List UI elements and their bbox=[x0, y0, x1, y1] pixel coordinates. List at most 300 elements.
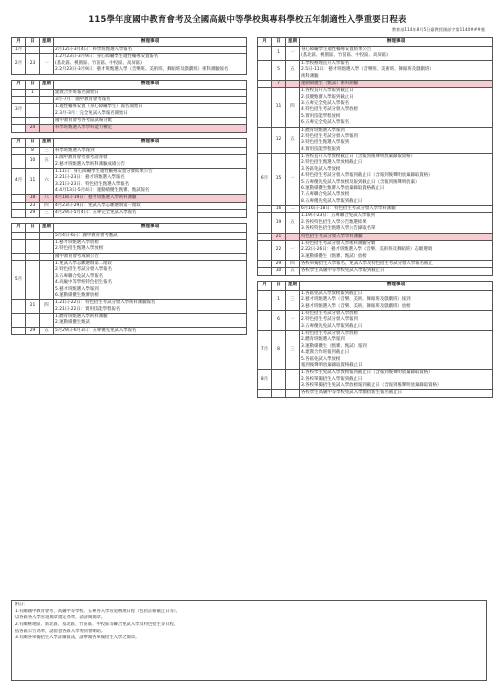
schedule-row bbox=[258, 213, 493, 233]
event-line: 6.運動績優生甄審入學放棄錄取資格截止日 bbox=[301, 185, 385, 191]
weekday-cell: 三 bbox=[40, 210, 54, 217]
schedule-row bbox=[12, 125, 247, 132]
month-cell: 3月 bbox=[12, 104, 26, 118]
month-cell bbox=[12, 96, 26, 103]
event-cell bbox=[54, 314, 247, 328]
day-cell bbox=[26, 96, 40, 103]
event-line: (基北區、桃園區、竹苗區、中投區、高屏區) bbox=[301, 53, 388, 59]
event-line: 1.各校直升入學報到截止日 bbox=[301, 88, 354, 94]
event-cell bbox=[300, 240, 493, 260]
schedule-row bbox=[258, 370, 493, 390]
left-block bbox=[11, 37, 247, 75]
event-line: 國中教育會考各考區試場分配 bbox=[55, 118, 113, 123]
month-cell bbox=[258, 233, 272, 240]
event-cell bbox=[300, 370, 493, 390]
event-line: 2.5日-11日：藝才班甄選入學（音樂班、美術班、舞蹈班及戲劇班） bbox=[301, 67, 434, 73]
event-line: 2.特色招生考試分發入學報到 bbox=[301, 133, 358, 139]
month-cell bbox=[12, 314, 26, 328]
event-cell bbox=[300, 213, 493, 233]
event-cell bbox=[300, 88, 493, 127]
header-weekday: 星期 bbox=[40, 138, 54, 147]
day-cell bbox=[26, 261, 40, 300]
month-cell bbox=[258, 206, 272, 213]
weekday-cell: 三 bbox=[40, 147, 54, 154]
weekday-cell: 五 bbox=[286, 60, 300, 80]
event-cell bbox=[300, 268, 493, 275]
weekday-cell: 一 bbox=[286, 154, 300, 206]
weekday-cell: 四 bbox=[286, 261, 300, 268]
event-line: 2月12日-3月4日：科學班甄選入學報名 bbox=[55, 47, 133, 52]
day-cell bbox=[26, 239, 40, 253]
weekday-cell bbox=[40, 89, 54, 96]
weekday-cell: 三 bbox=[286, 331, 300, 370]
schedule-row bbox=[12, 253, 247, 260]
month-cell bbox=[258, 127, 272, 154]
day-cell bbox=[272, 390, 286, 397]
event-line: 7.五專聯合免試入學放榜 bbox=[301, 192, 350, 198]
weekday-cell: 六 bbox=[40, 168, 54, 195]
event-line: 3.各校特色招生甄選入學公告錄取名單 bbox=[301, 226, 376, 232]
weekday-cell: 一 bbox=[286, 240, 300, 260]
event-line: 1.體育班甄選入學報到 bbox=[301, 127, 345, 133]
left-block bbox=[11, 223, 247, 336]
event-cell bbox=[300, 47, 493, 61]
header-event: 辦理事項 bbox=[54, 38, 247, 47]
event-line: 3.運動績優生（甄審、甄試）放榜 bbox=[301, 253, 367, 259]
header-day: 日 bbox=[26, 138, 40, 147]
event-cell bbox=[54, 168, 247, 195]
event-cell bbox=[54, 195, 247, 202]
right-column bbox=[257, 37, 493, 403]
day-cell bbox=[26, 47, 40, 54]
event-line: 3.五專優先免試入學報到截止日 bbox=[301, 323, 363, 329]
weekday-cell: 六 bbox=[40, 195, 54, 202]
schedule-row bbox=[12, 239, 247, 253]
event-line: 1.體育班甄選入學術科測驗 bbox=[55, 314, 108, 319]
event-line: 1.各區免試入學放榜報到截止日 bbox=[301, 290, 363, 296]
header-day: 日 bbox=[272, 281, 286, 290]
event-line: 3.各區免試入學放榜 bbox=[301, 166, 341, 172]
event-line: 5.實用技能學程放榜 bbox=[301, 113, 341, 119]
header-weekday: 星期 bbox=[40, 223, 54, 232]
schedule-row bbox=[12, 327, 247, 334]
schedule-row bbox=[258, 331, 493, 370]
day-cell: 8 bbox=[26, 147, 40, 154]
day-cell: 21 bbox=[26, 300, 40, 314]
event-line: 4.4月13日-5月4日：運動績優生甄審、甄試報名 bbox=[55, 188, 150, 193]
event-line: 1.免試入學志願選填第二階段 bbox=[55, 261, 112, 266]
event-line: 2.3月-3月：完全免試入學報名開始日 bbox=[55, 110, 128, 116]
header-event: 辦理事項 bbox=[300, 281, 493, 290]
event-cell bbox=[300, 261, 493, 268]
day-cell: 23 bbox=[26, 202, 40, 209]
schedule-row bbox=[12, 261, 247, 300]
schedule-row bbox=[258, 47, 493, 61]
event-cell bbox=[300, 290, 493, 310]
weekday-cell bbox=[286, 233, 300, 240]
weekday-cell: 四 bbox=[286, 88, 300, 127]
schedule-row bbox=[258, 154, 493, 206]
month-cell bbox=[258, 213, 272, 233]
weekday-cell: 五 bbox=[40, 327, 54, 334]
document-number: 教育部114年8月5日臺教授國部字第1140###號 bbox=[391, 27, 485, 32]
event-line: 3.各校單獨招生免試入學放榜報到截止日（含報到後聲明放棄錄取資格） bbox=[301, 383, 442, 388]
event-cell bbox=[300, 233, 493, 240]
month-cell bbox=[258, 240, 272, 260]
event-cell bbox=[54, 232, 247, 239]
schedule-row bbox=[12, 96, 247, 103]
day-cell: 11 bbox=[272, 88, 286, 127]
event-cell bbox=[54, 125, 247, 132]
event-line: 1.特色招生考試分發入學術科測驗分數 bbox=[301, 240, 376, 246]
day-cell: 22 bbox=[272, 240, 286, 260]
event-line: 3.特色招生甄選入學報到 bbox=[301, 140, 350, 146]
event-line: 1.2月23日-3月9日：身心障礙學生適性輔導安置報名 bbox=[55, 54, 159, 60]
notes-box bbox=[11, 600, 487, 681]
schedule-row bbox=[258, 88, 493, 127]
day-cell bbox=[272, 370, 286, 390]
event-line: 各校學生高級中等學校免試入學續招新生報名截止日 bbox=[301, 390, 402, 396]
header-event: 辦理事項 bbox=[54, 80, 247, 89]
document-title: 115學年度國中教育會考及全國高級中等學校與專科學校五年制適性入學重要日程表 bbox=[88, 14, 407, 24]
event-line: 4.特色招生考試分發入學報到截止日（含報到後聲明放棄錄取資格） bbox=[301, 173, 433, 179]
event-line: 2.技優甄審入學報到截止日 bbox=[301, 94, 354, 100]
schedule-row bbox=[258, 233, 493, 240]
event-line: 運動績優生（甄試）術科測驗 bbox=[301, 80, 359, 86]
month-cell: 5月 bbox=[12, 261, 26, 300]
month-cell: 6月 bbox=[258, 154, 272, 206]
event-line: 3.運動績優生（甄審、甄試）報到 bbox=[301, 343, 367, 349]
weekday-cell bbox=[40, 47, 54, 54]
event-line: 5.藝才班甄選入學報到 bbox=[55, 286, 99, 292]
event-cell bbox=[54, 261, 247, 300]
header-row bbox=[12, 223, 247, 232]
header-weekday: 星期 bbox=[286, 38, 300, 47]
event-line: (基北區、桃園區、竹苗區、中投區、高屏區) bbox=[55, 60, 142, 66]
month-cell: 4月 bbox=[12, 168, 26, 195]
day-cell: 16 bbox=[272, 206, 286, 213]
month-cell bbox=[12, 327, 26, 334]
month-cell bbox=[12, 239, 26, 253]
day-cell: 8 bbox=[272, 331, 286, 370]
month-cell bbox=[258, 268, 272, 275]
month-cell bbox=[12, 118, 26, 125]
day-cell: 21 bbox=[272, 233, 286, 240]
day-cell bbox=[26, 104, 40, 118]
schedule-row bbox=[258, 60, 493, 80]
weekday-cell bbox=[286, 390, 300, 397]
event-line: 1.適性輔導安置（身心障礙學生）報名開始日 bbox=[55, 104, 143, 110]
event-line: 4.實用技能學程報到 bbox=[301, 146, 341, 152]
event-line: 2.體育班甄選入學報到 bbox=[301, 337, 345, 343]
month-cell bbox=[12, 195, 26, 202]
header-day: 日 bbox=[26, 38, 40, 47]
weekday-cell: 一 bbox=[286, 47, 300, 61]
day-cell bbox=[26, 253, 40, 260]
event-cell bbox=[300, 206, 493, 213]
event-cell bbox=[54, 96, 247, 103]
event-line: 2.各校單獨招生入學報到截止日 bbox=[301, 376, 363, 382]
schedule-row bbox=[12, 202, 247, 209]
month-cell bbox=[12, 202, 26, 209]
header-day: 日 bbox=[272, 38, 286, 47]
schedule-row bbox=[12, 210, 247, 217]
weekday-cell bbox=[40, 96, 54, 103]
event-line: 1.21日-22日：特色招生考試分發入學術科測驗報名 bbox=[55, 300, 156, 306]
weekday-cell bbox=[286, 370, 300, 390]
header-row bbox=[258, 38, 493, 47]
event-line: 3.21日-23日：特色招生甄選入學報名 bbox=[55, 181, 130, 187]
event-cell bbox=[54, 210, 247, 217]
header-row bbox=[12, 38, 247, 47]
header-month: 月 bbox=[12, 223, 26, 232]
month-cell bbox=[12, 89, 26, 96]
header-weekday: 星期 bbox=[40, 80, 54, 89]
event-line: 4月18日-19日：藝才班甄選入學術科測驗 bbox=[55, 195, 137, 201]
event-cell bbox=[300, 331, 493, 370]
weekday-cell bbox=[40, 104, 54, 118]
event-line: 1.藝才班甄選入學放榜 bbox=[55, 239, 99, 245]
day-cell: 19 bbox=[272, 213, 286, 233]
event-line: 6.五專完全免試入學報名 bbox=[301, 120, 350, 126]
event-line: 2.各校特色招生入學公告甄選結果 bbox=[301, 219, 367, 225]
day-cell: 5 bbox=[272, 60, 286, 80]
schedule-row bbox=[12, 314, 247, 328]
weekday-cell: 四 bbox=[40, 300, 54, 314]
event-line: 4.建教合作班報到截止日 bbox=[301, 350, 350, 356]
event-line: 建教合作班報名開始日 bbox=[55, 89, 99, 95]
event-line: 1.19日-23日：五專聯合免試入學報到 bbox=[301, 213, 376, 219]
event-line: 1.學校辦理直升入學報名 bbox=[301, 60, 350, 66]
header-month: 月 bbox=[12, 80, 26, 89]
weekday-cell: 一 bbox=[286, 310, 300, 330]
day-cell: 1 bbox=[26, 89, 40, 96]
schedule-row bbox=[12, 54, 247, 74]
note-line: 以各區各入學管道簡章規定為準，請詳閱簡章。 bbox=[15, 615, 106, 621]
month-cell bbox=[258, 390, 272, 397]
header-month: 月 bbox=[12, 38, 26, 47]
month-cell bbox=[258, 80, 272, 87]
month-cell bbox=[258, 310, 272, 330]
event-line: 科學班甄選入學報到 bbox=[55, 147, 95, 153]
header-event: 辦理事項 bbox=[54, 138, 247, 147]
month-cell: 1月 bbox=[12, 47, 26, 54]
event-line: 3.五專完全免試入學報名 bbox=[301, 101, 350, 106]
event-cell bbox=[54, 147, 247, 154]
event-cell bbox=[300, 80, 493, 87]
event-line: 1.各校直升入學放榜截止日（含報到後聲明放棄錄取資格） bbox=[301, 154, 415, 159]
schedule-row bbox=[12, 195, 247, 202]
event-line: 5月29日-6月3日：五專優先免試入學報名 bbox=[55, 327, 137, 333]
day-cell bbox=[26, 118, 40, 125]
schedule-row bbox=[258, 240, 493, 260]
event-line: 2.藝才班甄選入學（音樂、美術、舞蹈班及戲劇班）報到 bbox=[301, 297, 411, 303]
month-cell: 2月 bbox=[12, 54, 26, 74]
event-cell bbox=[54, 202, 247, 209]
event-line: 特色招生考試分發入學學科測驗 bbox=[301, 233, 363, 239]
event-line: 6.運動績優生甄審放榜 bbox=[55, 292, 99, 298]
weekday-cell: 五 bbox=[286, 268, 300, 275]
event-cell bbox=[54, 118, 247, 125]
event-line: 4.高級中等學校特色招生報名 bbox=[55, 280, 112, 286]
month-cell bbox=[12, 210, 26, 217]
header-weekday: 星期 bbox=[286, 281, 300, 290]
month-cell bbox=[12, 253, 26, 260]
header-row bbox=[12, 138, 247, 147]
event-line: 2.21日-22日：實用技能學程報名 bbox=[55, 306, 121, 312]
note-line: 2.有關桃連區、新北區、基北區、竹苗區、中投區等聯合免試入學及特色招生等日程， bbox=[15, 621, 179, 627]
event-line: 2.特色招生甄選入學放榜 bbox=[55, 246, 104, 252]
event-cell bbox=[300, 310, 493, 330]
month-cell bbox=[258, 60, 272, 80]
event-cell bbox=[54, 253, 247, 260]
day-cell: 1 bbox=[272, 47, 286, 61]
schedule-row bbox=[12, 155, 247, 169]
weekday-cell bbox=[40, 239, 54, 253]
weekday-cell: 三 bbox=[286, 290, 300, 310]
schedule-row bbox=[12, 118, 247, 125]
event-cell bbox=[54, 239, 247, 253]
header-day: 日 bbox=[26, 80, 40, 89]
day-cell: 1 bbox=[272, 290, 286, 310]
day-cell bbox=[26, 232, 40, 239]
header-row bbox=[258, 281, 493, 290]
event-line: 國中教育會考成績公告 bbox=[55, 253, 99, 259]
event-cell bbox=[54, 155, 247, 169]
header-month: 月 bbox=[258, 281, 272, 290]
event-line: 6月16日-18日：特色招生考試分發入學學科測驗 bbox=[301, 206, 396, 211]
weekday-cell: 五 bbox=[40, 155, 54, 169]
event-cell bbox=[54, 54, 247, 74]
event-line: 1.國中教育會考准考證寄發 bbox=[55, 155, 108, 161]
day-cell: 29 bbox=[26, 327, 40, 334]
event-line: 術科測驗 bbox=[301, 73, 319, 79]
day-cell bbox=[26, 314, 40, 328]
day-cell: 15 bbox=[272, 154, 286, 206]
day-cell: 23 bbox=[26, 54, 40, 74]
event-line: 身心障礙學生適性輔導安置結果公告 bbox=[301, 47, 372, 52]
month-cell bbox=[12, 147, 26, 154]
header-weekday: 星期 bbox=[40, 38, 54, 47]
notes-title: 附註： bbox=[15, 602, 28, 607]
month-cell: 7月 bbox=[258, 331, 272, 370]
header-event: 辦理事項 bbox=[300, 38, 493, 47]
schedule-row bbox=[258, 206, 493, 213]
event-line: 3.藝才班甄選入學（音樂、美術、舞蹈班及戲劇班）放榜 bbox=[301, 303, 411, 309]
event-cell bbox=[54, 300, 247, 314]
event-line: 報到後聲明放棄錄取資格截止日 bbox=[301, 362, 363, 368]
note-line: 依各區公告為準，請留意各區入學委員會網站。 bbox=[15, 628, 106, 634]
weekday-cell bbox=[40, 253, 54, 260]
schedule-row bbox=[258, 261, 493, 268]
event-cell bbox=[300, 390, 493, 397]
day-cell: 30 bbox=[272, 268, 286, 275]
month-cell bbox=[258, 88, 272, 127]
schedule-row bbox=[258, 127, 493, 154]
event-line: 4月29日-5月4日：五專完全免試入學報名 bbox=[55, 210, 137, 216]
schedule-row bbox=[258, 390, 493, 397]
right-block bbox=[257, 37, 493, 276]
event-cell bbox=[54, 89, 247, 96]
schedule-row bbox=[258, 268, 493, 275]
event-line: 5月4日-6日：國中教育會考應試 bbox=[55, 232, 118, 238]
weekday-cell: 五 bbox=[286, 213, 300, 233]
event-line: 1.11日：身心障礙學生適性輔導安置分發結果公告 bbox=[55, 168, 153, 174]
header-day: 日 bbox=[26, 223, 40, 232]
event-line: 2.特色招生甄選入學放榜截止日 bbox=[301, 160, 363, 166]
note-line: 3.有關各單獨招生入學詳細資訊，請參閱各單獨招生入學之簡章。 bbox=[15, 635, 140, 641]
event-line: 1.特色招生考試分發入學放榜 bbox=[301, 310, 358, 316]
header-month: 月 bbox=[12, 138, 26, 147]
schedule-row bbox=[258, 310, 493, 330]
schedule-row bbox=[258, 290, 493, 310]
event-cell bbox=[54, 47, 247, 54]
event-line: 2.21日-23日：藝才班甄選入學報名 bbox=[55, 175, 125, 181]
event-line: 2.特色招生考試分發入學報名 bbox=[55, 267, 112, 273]
event-line: 4月23日-29日：免試入學志願選填第一階段 bbox=[55, 202, 141, 208]
event-line: 各校單獨招生入學報名、免試入學及特色招生考試分發入學報名截止 bbox=[301, 261, 433, 266]
weekday-cell: 二 bbox=[286, 206, 300, 213]
weekday-cell: 四 bbox=[40, 202, 54, 209]
weekday-cell bbox=[40, 118, 54, 125]
weekday-cell: 五 bbox=[286, 127, 300, 154]
day-cell: 11 bbox=[26, 168, 40, 195]
left-block bbox=[11, 138, 247, 218]
month-cell bbox=[258, 290, 272, 310]
schedule-row bbox=[12, 147, 247, 154]
event-line: 1.特色招生考試分發入學放榜 bbox=[301, 331, 358, 336]
event-line: 2.運動績優生甄試 bbox=[55, 320, 90, 326]
day-cell: 6 bbox=[272, 310, 286, 330]
left-column bbox=[11, 37, 247, 340]
event-line: 2.22日-26日：藝才班甄選入學（音樂、美術班及舞蹈班）志願選填 bbox=[301, 247, 433, 253]
event-line: 科學班甄選入學學科能力檢定 bbox=[55, 125, 113, 131]
day-cell: 24 bbox=[26, 125, 40, 132]
schedule-row bbox=[12, 300, 247, 314]
header-row bbox=[12, 80, 247, 89]
event-cell bbox=[54, 327, 247, 334]
month-cell bbox=[12, 155, 26, 169]
event-line: 5.各區免試入學放榜 bbox=[301, 356, 341, 362]
day-cell: 29 bbox=[26, 210, 40, 217]
event-line: 5.五專優先免試入學放榜及報到截止日（含報到後聲明放棄） bbox=[301, 179, 420, 185]
month-cell bbox=[12, 232, 26, 239]
schedule-row bbox=[258, 80, 493, 87]
event-cell bbox=[54, 104, 247, 118]
month-cell bbox=[258, 47, 272, 61]
schedule-row bbox=[12, 232, 247, 239]
weekday-cell: 一 bbox=[40, 54, 54, 74]
weekday-cell bbox=[40, 232, 54, 239]
day-cell: 18 bbox=[26, 195, 40, 202]
day-cell: 10 bbox=[26, 155, 40, 169]
schedule-row bbox=[12, 47, 247, 54]
month-cell bbox=[12, 300, 26, 314]
note-line: 1.有關國中教育會考、高級中等學校、五專各入學管道辦理日程（包括註冊截止日等）， bbox=[15, 608, 181, 614]
event-line: 2.2月23日-3月9日：藝才班甄選入學（音樂班、美術班、舞蹈班及戲劇班）術科測驗報名 bbox=[55, 67, 229, 73]
schedule-row bbox=[12, 89, 247, 96]
event-line: 各校學生高級中等學校免試入學報到截止日 bbox=[301, 268, 385, 274]
event-cell bbox=[300, 127, 493, 154]
left-block bbox=[11, 80, 247, 133]
month-cell bbox=[12, 125, 26, 132]
event-cell bbox=[300, 154, 493, 206]
schedule-row bbox=[12, 168, 247, 195]
weekday-cell bbox=[40, 261, 54, 300]
header-month: 月 bbox=[258, 38, 272, 47]
day-cell: 7 bbox=[272, 80, 286, 87]
right-block bbox=[257, 281, 493, 398]
